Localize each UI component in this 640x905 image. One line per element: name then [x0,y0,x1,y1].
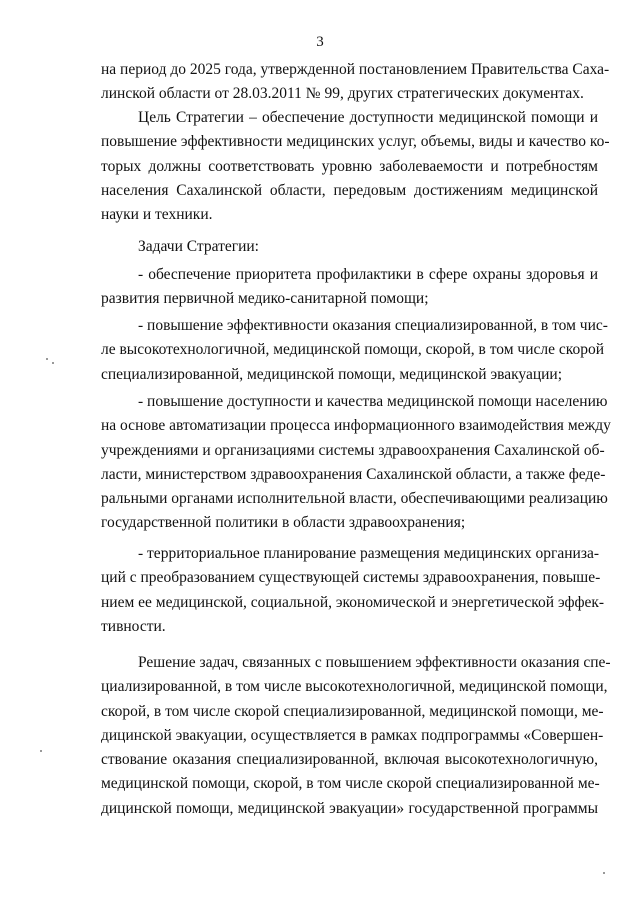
text-line: ствование оказания специализированной, включая высокотехнологичную, [101,751,598,769]
paragraph-strategy-goal [101,106,610,227]
text-line: населения Сахалинской области, передовым достижениям медицинской [101,181,598,199]
scan-speck [40,750,42,752]
text-line: на период до 2025 года, утвержденной постановлением Правительства Саха- [101,61,610,78]
scan-speck [52,362,54,364]
text-line: - территориальное планирование размещения медицинских организа- [138,545,599,562]
text-line: - обеспечение приоритета профилактики в сфере охраны здоровья и [138,266,598,283]
paragraph-task-solution [101,651,611,821]
text-line: дицинской помощи, медицинской эвакуации» государственной программы [101,799,598,817]
text-line: государственной политики в области здравоохранения; [101,514,466,532]
task-item-automation [101,390,611,536]
task-item-territorial-planning [101,542,605,639]
text-line: - повышение доступности и качества медицинской помощи населению [138,393,608,410]
text-line: скорой, в том числе скорой специализированной, медицинской помощи, ме- [101,702,604,720]
task-item-specialized-care [101,314,608,387]
text-line: циализированной, в том числе высокотехнологичной, медицинской помощи, [101,678,608,696]
text-line: учреждениями и организациями системы здравоохранения Сахалинской об- [101,441,605,459]
page-number: 3 [316,34,324,50]
text-line: ле высокотехнологичной, медицинской помощи, скорой, в том числе скорой [101,341,605,359]
text-line: Решение задач, связанных с повышением эффективности оказания спе- [138,654,611,671]
text-line: ций с преобразованием существующей системы здравоохранения, повыше- [101,569,601,587]
task-item-prevention [101,263,598,312]
text-line: тивности. [101,617,166,635]
text-line: ральными органами исполнительной власти, обеспечивающими реализацию [101,490,608,508]
text-line: линской области от 28.03.2011 № 99, других стратегических документах. [101,85,584,103]
text-line: Задачи Стратегии: [138,238,259,255]
text-line: на основе автоматизации процесса информационного взаимодействия между [101,417,611,435]
text-line: нием ее медицинской, социальной, экономической и энергетической эффек- [101,593,605,611]
text-line: развития первичной медико-санитарной помощи; [101,290,429,308]
paragraph-tasks-heading [101,235,598,259]
text-line: дицинской эвакуации, осуществляется в рамках подпрограммы «Совершен- [101,726,604,744]
text-line: повышение эффективности медицинских услуг, объемы, виды и качество ко- [101,133,610,151]
text-line: Цель Стратегии – обеспечение доступности медицинской помощи и [138,109,598,126]
scan-speck [46,358,48,360]
text-line: торых должны соответствовать уровню заболеваемости и потребностям [101,157,598,175]
paragraph-continuation [101,58,610,107]
scan-speck [603,872,605,874]
text-line: - повышение эффективности оказания специализированной, в том чис- [138,317,608,334]
text-line: ласти, министерством здравоохранения Сахалинской области, а также феде- [101,465,606,483]
text-line: науки и техники. [101,206,213,224]
text-line: медицинской помощи, скорой, в том числе скорой специализированной ме- [101,775,600,793]
text-line: специализированной, медицинской помощи, медицинской эвакуации; [101,365,563,383]
